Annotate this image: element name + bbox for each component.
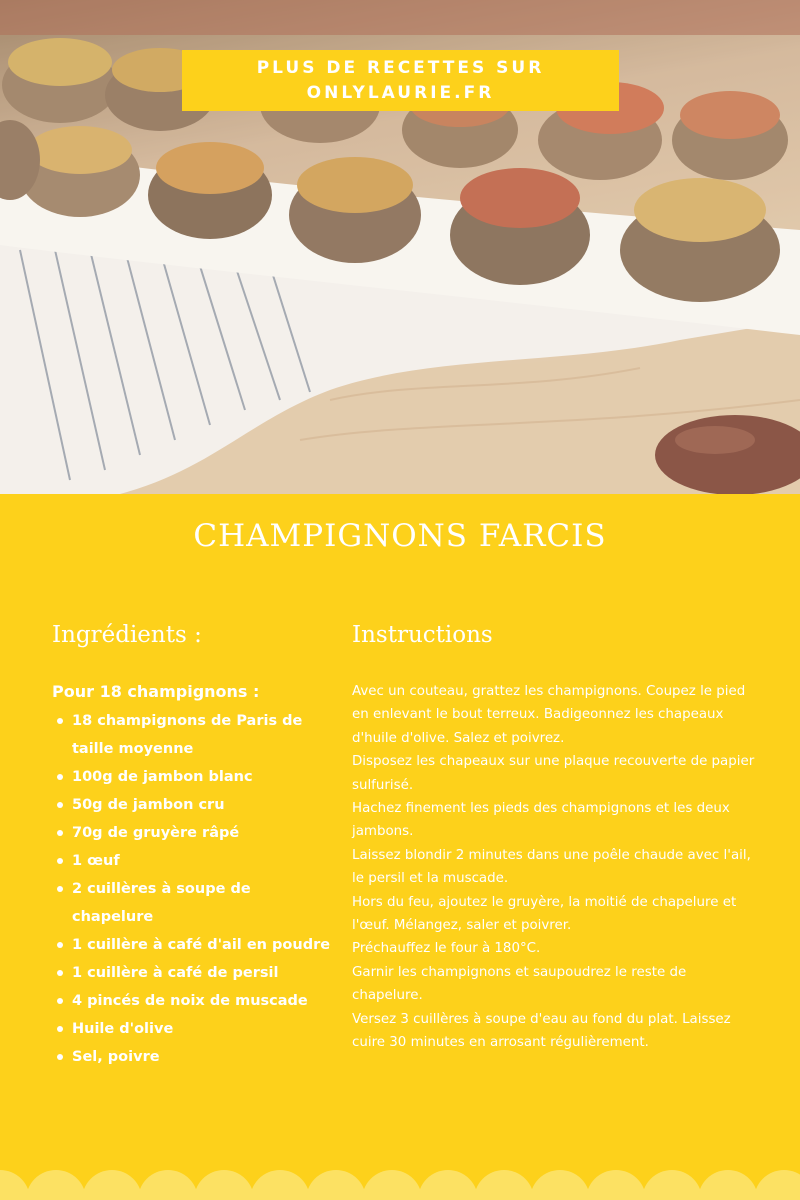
ingredient-item: 1 cuillère à café d'ail en poudre [52,931,332,959]
scallop-row [0,1170,800,1200]
promo-banner[interactable] [182,50,619,111]
scallop-shape [194,1170,254,1200]
ingredient-item: 4 pincés de noix de muscade [52,987,332,1015]
instruction-step: Préchauffez le four à 180°C. [352,941,541,957]
banner-link[interactable]: ONLYLAURIE.FR [306,82,495,103]
scallop-shape [474,1170,534,1200]
ingredient-item: Sel, poivre [52,1043,332,1071]
ingredient-item: 100g de jambon blanc [52,763,332,791]
scallop-shape [642,1170,702,1200]
ingredient-item: 2 cuillères à soupe de chapelure [52,875,332,931]
instruction-step: Hachez finement les pieds des champignons et les deux jambons. [352,801,730,840]
ingredients-list [52,707,332,1071]
ingredients-heading: Ingrédients : [52,622,202,648]
instruction-step: Avec un couteau, grattez les champignons. Coupez le pied en enlevant le bout terreux. Badigeonnez les chapeaux d'huile d'olive. Salez et poivrez. [352,684,746,746]
scallop-shape [82,1170,142,1200]
ingredient-item: Huile d'olive [52,1015,332,1043]
ingredients-section [52,682,332,1071]
scallop-shape [698,1170,758,1200]
scallop-shape [250,1170,310,1200]
instruction-step: Hors du feu, ajoutez le gruyère, la moitié de chapelure et l'œuf. Mélangez, saler et poivrer. [352,894,737,934]
ingredient-item: 1 œuf [52,847,332,875]
ingredient-item: 18 champignons de Paris de taille moyenne [52,707,332,763]
ingredients-subheading: Pour 18 champignons : [52,682,260,701]
instruction-step: Garnir les champignons et saupoudrez le reste de chapelure. [352,964,687,1004]
scallop-shape [418,1170,478,1200]
scallop-shape [0,1170,30,1200]
scallop-shape [362,1170,422,1200]
scallop-shape [530,1170,590,1200]
banner-line-1: PLUS DE RECETTES SUR [256,57,545,78]
recipe-title: CHAMPIGNONS FARCIS [193,518,607,554]
scallop-shape [306,1170,366,1200]
scallop-shape [138,1170,198,1200]
instruction-step: Disposez les chapeaux sur une plaque recouverte de papier sulfurisé. [352,754,755,793]
instructions-heading: Instructions [352,622,493,648]
instructions-section [352,680,757,1055]
ingredient-item: 1 cuillère à café de persil [52,959,332,987]
scallop-shape [586,1170,646,1200]
ingredient-item: 50g de jambon cru [52,791,332,819]
instruction-step: Laissez blondir 2 minutes dans une poêle chaude avec l'ail, le persil et la muscade. [352,847,751,887]
scallop-shape [754,1170,800,1200]
scalloped-border [0,1150,800,1200]
scallop-shape [26,1170,86,1200]
instruction-step: Versez 3 cuillères à soupe d'eau au fond du plat. Laissez cuire 30 minutes en arrosant régulièrement. [352,1011,731,1051]
ingredient-item: 70g de gruyère râpé [52,819,332,847]
